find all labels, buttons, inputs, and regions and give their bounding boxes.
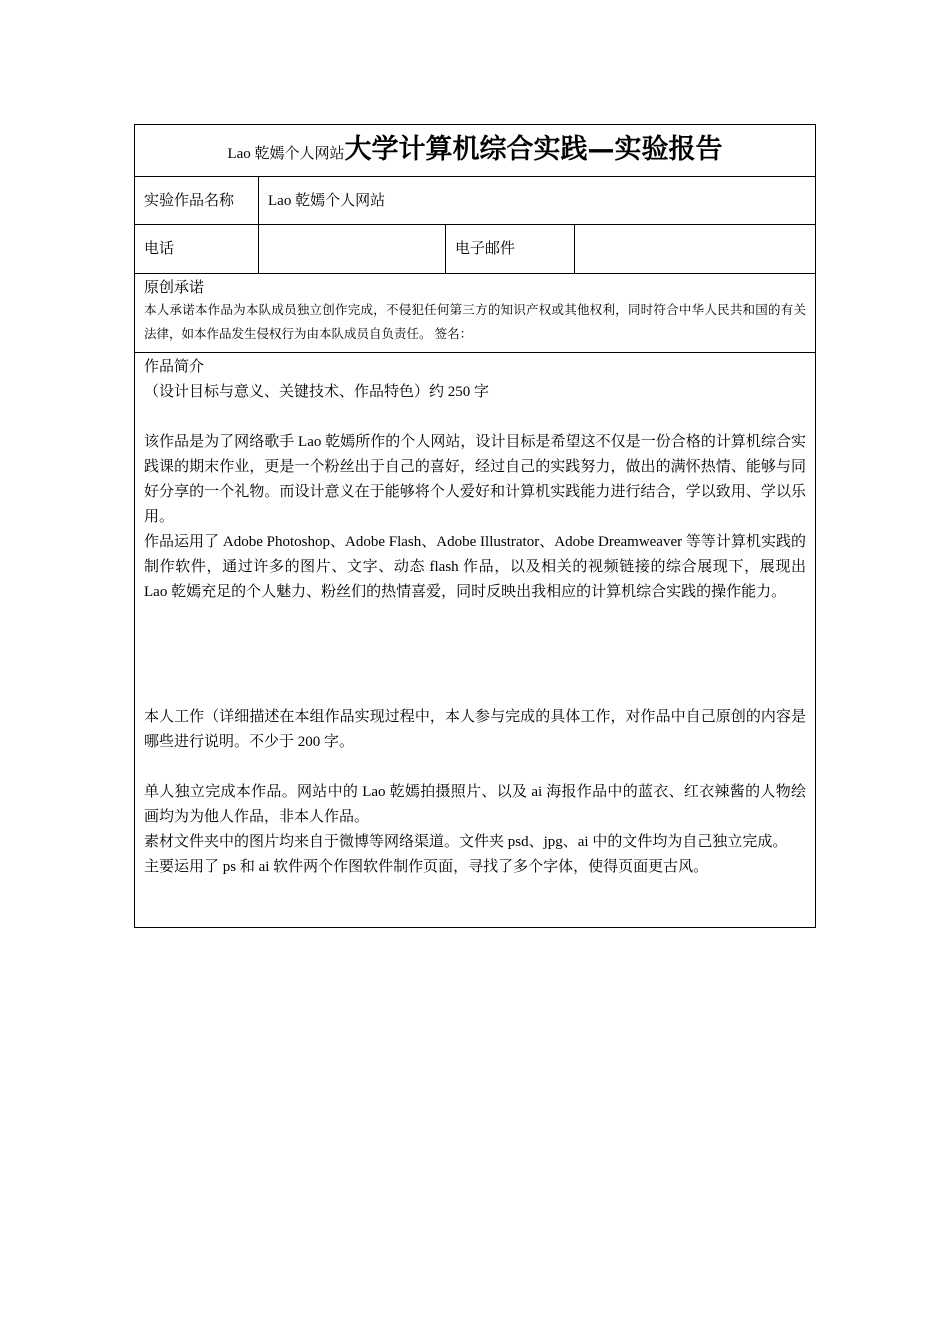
spacer [144,605,806,705]
work-name-field[interactable]: Lao 乾嫣个人网站 [259,177,816,225]
body-row [135,353,816,928]
pledge-title: 原创承诺 [144,280,205,296]
work-paragraph-1: 单人独立完成本作品。网站中的 Lao 乾嫣拍摄照片、以及 ai 海报作品中的蓝衣、红衣辣酱的人物绘画均为为他人作品，非本人作品。 [144,784,807,825]
intro-paragraph-1: 该作品是为了网络歌手 Lao 乾嫣所作的个人网站，设计目标是希望这不仅是一份合格的计算机综合实践课的期末作业，更是一个粉丝出于自己的喜好，经过自己的实践努力，做出的满怀热情、能够与同好分享的一个礼物。而设计意义在于能够将个人爱好和计算机实践能力进行结合，学以致用、学以乐用。 [144,434,807,525]
report-title: 大学计算机综合实践—实验报告 [344,134,723,166]
work-paragraph-2: 素材文件夹中的图片均来自于微博等网络渠道。文件夹 psd、jpg、ai 中的文件均为自己独立完成。 [144,834,788,850]
intro-paragraph-2: 作品运用了 Adobe Photoshop、Adobe Flash、Adobe Illustrator、Adobe Dreamweaver 等等计算机实践的制作软件，通过许多的图片、文字、动态 flash 作品，以及相关的视频链接的综合展现下，展现出 Lao 乾嫣充足的个人魅力、粉丝们的热情喜爱，同时反映出我相应的计算机综合实践的操作能力。 [144,534,807,600]
pledge-text: 本人承诺本作品为本队成员独立创作完成，不侵犯任何第三方的知识产权或其他权利，同时符合中华人民共和国的有关法律，如本作品发生侵权行为由本队成员自负责任。 签名： [144,303,807,341]
email-field[interactable] [575,225,816,274]
intro-hint: （设计目标与意义、关键技术、作品特色）约 250 字 [144,384,490,400]
pledge-cell [135,274,816,353]
title-cell [135,125,816,177]
spacer [144,755,806,780]
work-name-label: 实验作品名称 [135,177,259,225]
work-paragraph-3: 主要运用了 ps 和 ai 软件两个作图软件制作页面，寻找了多个字体，使得页面更古风。 [144,859,709,875]
pledge-row [135,274,816,353]
report-form-table [134,124,816,928]
title-prefix: Lao 乾嫣个人网站 [227,146,345,163]
work-name-row [135,177,816,225]
contact-row [135,225,816,274]
title-row [135,125,816,177]
phone-label: 电话 [135,225,259,274]
work-title: 本人工作（详细描述在本组作品实现过程中，本人参与完成的具体工作，对作品中自己原创的内容是哪些进行说明。不少于 200 字。 [144,709,807,750]
spacer [144,405,806,430]
phone-field[interactable] [259,225,446,274]
email-label: 电子邮件 [446,225,575,274]
intro-title: 作品简介 [144,359,205,375]
body-cell [135,353,816,928]
